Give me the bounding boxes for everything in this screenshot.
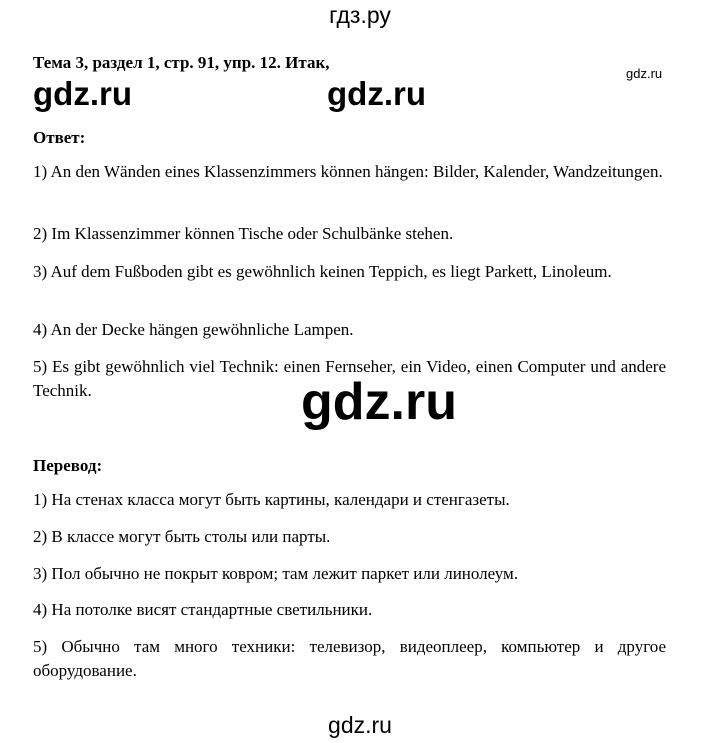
answer-item-3: 3) Auf dem Fußboden gibt es gewöhnlich keinen Teppich, es liegt Parkett, Linoleum. — [33, 262, 612, 281]
answer-item-1: 1) An den Wänden eines Klassenzimmers können hängen: Bilder, Kalender, Wandzeitungen. — [33, 162, 663, 181]
translation-heading: Перевод: — [33, 456, 103, 475]
translation-item-1: 1) На стенах класса могут быть картины, календари и стенгазеты. — [33, 490, 510, 509]
watermark-left: gdz.ru — [33, 75, 132, 112]
watermark-center: gdz.ru — [327, 75, 426, 112]
translation-item-5: 5) Обычно там много техники: телевизор, видеоплеер, компьютер и другое оборудование. — [33, 637, 666, 680]
answer-item-2: 2) Im Klassenzimmer können Tische oder Schulbänke stehen. — [33, 224, 454, 243]
site-footer: gdz.ru — [328, 712, 392, 738]
answer-item-5: 5) Es gibt gewöhnlich viel Technik: einen Fernseher, ein Video, einen Computer und andere Technik. — [33, 357, 666, 400]
page-title: Тема 3, раздел 1, стр. 91, упр. 12. Итак, — [33, 53, 330, 72]
translation-item-3: 3) Пол обычно не покрыт ковром; там лежит паркет или линолеум. — [33, 564, 519, 583]
watermark-large: gdz.ru — [301, 373, 457, 431]
answer-heading: Ответ: — [33, 128, 86, 147]
translation-item-4: 4) На потолке висят стандартные светильники. — [33, 600, 373, 619]
answer-item-4: 4) An der Decke hängen gewöhnliche Lampen. — [33, 320, 354, 339]
site-header: гдз.ру — [329, 2, 391, 28]
watermark-small: gdz.ru — [626, 66, 663, 81]
translation-item-2: 2) В классе могут быть столы или парты. — [33, 527, 331, 546]
